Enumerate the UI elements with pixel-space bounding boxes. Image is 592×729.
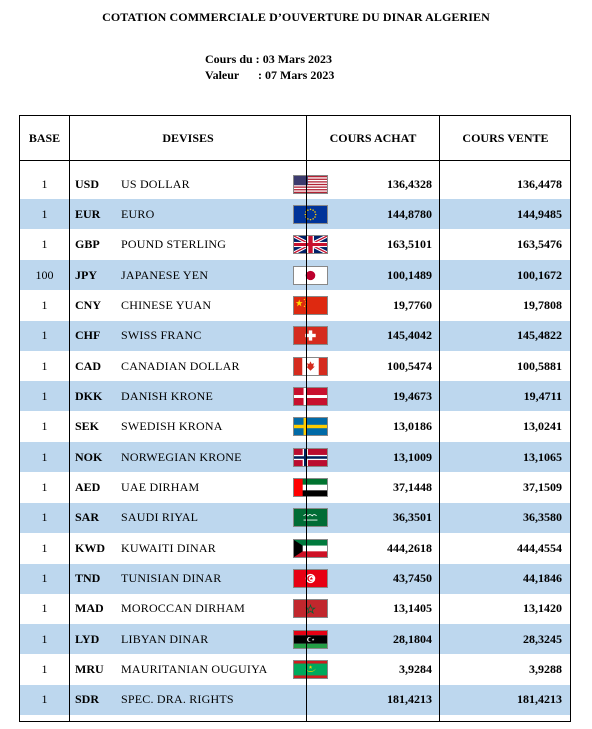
currency-code: DKK [75,388,103,403]
currency-name: SAUDI RIYAL [121,510,199,525]
currency-name: MOROCCAN DIRHAM [121,601,246,616]
currency-code: SEK [75,419,100,434]
currency-name: SWISS FRANC [121,328,202,343]
currency-name: US DOLLAR [121,176,190,191]
base-cell: 1 [41,328,48,343]
buy-rate: 19,7760 [393,297,432,312]
cours-date: 03 Mars 2023 [262,52,333,66]
sell-rate: 13,1420 [523,601,562,616]
base-cell: 1 [41,631,48,646]
table-row [20,381,570,411]
currency-code: USD [75,176,100,191]
table-row [20,564,570,594]
table-row [20,351,570,381]
currency-name: JAPANESE YEN [121,267,209,282]
currency-code: AED [75,480,101,494]
base-cell: 1 [41,510,48,525]
currency-name: MAURITANIAN OUGUIYA [121,662,268,677]
sell-rate: 100,5881 [517,358,562,373]
base-cell: 1 [41,571,48,586]
header-achat: COURS ACHAT [329,130,417,145]
base-cell: 100 [35,267,54,282]
currency-code: LYD [75,631,100,646]
column-divider [69,116,70,721]
base-cell: 1 [41,176,48,191]
buy-rate: 163,5101 [387,237,432,252]
column-divider [439,116,440,721]
sell-rate: 3,9288 [529,662,562,677]
sell-rate: 444,4554 [517,540,562,555]
buy-rate: 43,7450 [393,571,432,586]
currency-name: DANISH KRONE [121,388,214,403]
column-divider [306,116,307,721]
buy-rate: 13,0186 [393,419,432,434]
currency-name: CHINESE YUAN [121,297,212,312]
table-row [20,503,570,533]
base-cell: 1 [41,449,48,464]
sell-rate: 36,3580 [523,510,562,525]
buy-rate: 37,1448 [393,480,432,494]
header-divider [20,160,570,161]
currency-name: NORWEGIAN KRONE [121,449,242,464]
currency-code: GBP [75,237,100,252]
sell-rate: 13,1065 [523,449,562,464]
currency-code: CAD [75,358,101,373]
base-cell: 1 [41,297,48,312]
buy-rate: 100,1489 [387,267,432,282]
base-cell: 1 [41,601,48,616]
currency-code: KWD [75,540,105,555]
table-row [20,442,570,472]
currency-name: TUNISIAN DINAR [121,571,222,586]
currency-code: SDR [75,692,100,707]
sell-rate: 19,4711 [523,388,562,403]
currency-name: SWEDISH KRONA [121,419,223,434]
buy-rate: 100,5474 [387,358,432,373]
currency-code: CNY [75,297,101,312]
buy-rate: 13,1405 [393,601,432,616]
buy-rate: 136,4328 [387,176,432,191]
currency-code: MAD [75,601,104,616]
base-cell: 1 [41,540,48,555]
table-row [20,655,570,685]
base-cell: 1 [41,692,48,707]
sell-rate: 13,0241 [523,419,562,434]
sell-rate: 163,5476 [517,237,562,252]
table-row [20,199,570,229]
buy-rate: 13,1009 [393,449,432,464]
base-cell: 1 [41,662,48,677]
sell-rate: 136,4478 [517,176,562,191]
base-cell: 1 [41,358,48,373]
table-row [20,169,570,199]
sell-rate: 181,4213 [517,692,562,707]
buy-rate: 28,1804 [393,631,432,646]
sell-rate: 28,3245 [523,631,562,646]
table-row [20,290,570,320]
base-cell: 1 [41,206,48,221]
currency-name: SPEC. DRA. RIGHTS [121,692,234,707]
cours-label: Cours du : [205,52,260,66]
sell-rate: 37,1509 [523,480,562,494]
table-row [20,473,570,503]
currency-name: LIBYAN DINAR [121,631,209,646]
currency-name: KUWAITI DINAR [121,540,216,555]
table-row [20,260,570,290]
buy-rate: 36,3501 [393,510,432,525]
page-title: COTATION COMMERCIALE D’OUVERTURE DU DINAR ALGERIEN [102,10,490,24]
sell-rate: 100,1672 [517,267,562,282]
header-vente: COURS VENTE [462,130,549,145]
buy-rate: 3,9284 [399,662,432,677]
header-devises: DEVISES [162,130,214,145]
currency-code: CHF [75,328,101,343]
buy-rate: 145,4042 [387,328,432,343]
date-block [205,51,334,83]
header-base: BASE [28,130,61,145]
base-cell: 1 [41,237,48,252]
table-row [20,321,570,351]
table-row [20,533,570,563]
sell-rate: 44,1846 [523,571,562,586]
buy-rate: 181,4213 [387,692,432,707]
table-row [20,230,570,260]
buy-rate: 444,2618 [387,540,432,555]
rates-table [19,115,571,722]
currency-name: CANADIAN DOLLAR [121,358,240,373]
currency-code: NOK [75,449,103,464]
table-row [20,624,570,654]
valeur-date: : 07 Mars 2023 [258,68,335,82]
base-cell: 1 [41,480,48,494]
buy-rate: 144,8780 [387,206,432,221]
currency-code: MRU [75,662,104,677]
table-row [20,685,570,715]
sell-rate: 19,7808 [523,297,562,312]
currency-code: EUR [75,206,101,221]
currency-code: TND [75,571,101,586]
base-cell: 1 [41,419,48,434]
base-cell: 1 [41,388,48,403]
currency-name: UAE DIRHAM [121,480,200,494]
valeur-label: Valeur [205,68,240,82]
currency-name: POUND STERLING [121,237,227,252]
buy-rate: 19,4673 [393,388,432,403]
sell-rate: 144,9485 [517,206,562,221]
currency-code: SAR [75,510,100,525]
table-row [20,412,570,442]
table-row [20,594,570,624]
currency-code: JPY [75,267,97,282]
currency-name: EURO [121,206,155,221]
sell-rate: 145,4822 [517,328,562,343]
